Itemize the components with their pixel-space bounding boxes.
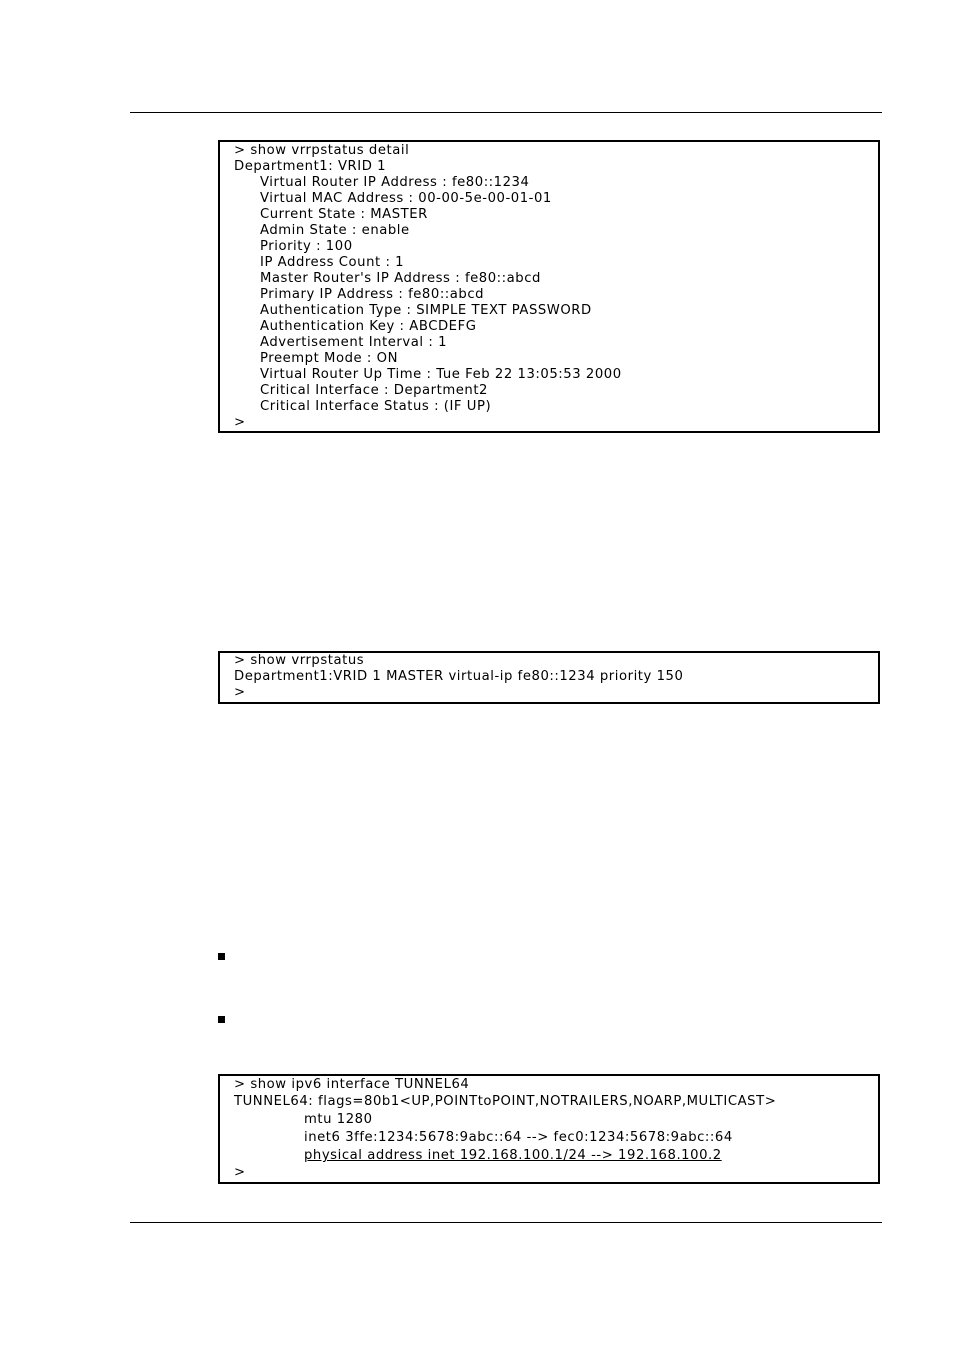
output-line: Department1: VRID 1 xyxy=(234,159,387,174)
output-line: Admin State : enable xyxy=(260,223,410,238)
output-line: Virtual MAC Address : 00-00-5e-00-01-01 xyxy=(260,191,552,206)
output-line: Current State : MASTER xyxy=(260,207,428,222)
output-line: Critical Interface : Department2 xyxy=(260,383,488,398)
header-rule xyxy=(130,112,882,113)
output-line: mtu 1280 xyxy=(304,1112,373,1127)
output-line: Authentication Type : SIMPLE TEXT PASSWORD xyxy=(260,303,592,318)
output-line: physical address inet 192.168.100.1/24 --> 192.168.100.2 xyxy=(304,1148,722,1163)
bullet-marker xyxy=(218,953,225,960)
vrrpstatus-output xyxy=(218,651,880,704)
command-line: > show vrrpstatus detail xyxy=(234,143,410,158)
output-line: Primary IP Address : fe80::abcd xyxy=(260,287,485,302)
output-line: TUNNEL64: flags=80b1<UP,POINTtoPOINT,NOTRAILERS,NOARP,MULTICAST> xyxy=(234,1094,777,1109)
bullet-marker xyxy=(218,1016,225,1023)
output-line: Priority : 100 xyxy=(260,239,353,254)
output-line: IP Address Count : 1 xyxy=(260,255,405,270)
output-line: Preempt Mode : ON xyxy=(260,351,399,366)
command-line: > show vrrpstatus xyxy=(234,653,365,668)
prompt-line: > xyxy=(234,1165,246,1180)
vrrpstatus-detail-output xyxy=(218,140,880,433)
output-line: Authentication Key : ABCDEFG xyxy=(260,319,477,334)
footer-rule xyxy=(130,1222,882,1223)
command-line: > show ipv6 interface TUNNEL64 xyxy=(234,1077,470,1092)
prompt-line: > xyxy=(234,415,246,430)
output-line: Master Router's IP Address : fe80::abcd xyxy=(260,271,541,286)
output-line: Advertisement Interval : 1 xyxy=(260,335,448,350)
prompt-line: > xyxy=(234,685,246,700)
output-line: Virtual Router IP Address : fe80::1234 xyxy=(260,175,530,190)
output-line: inet6 3ffe:1234:5678:9abc::64 --> fec0:1234:5678:9abc::64 xyxy=(304,1130,733,1145)
output-line: Department1:VRID 1 MASTER virtual-ip fe80::1234 priority 150 xyxy=(234,669,684,684)
output-line: Critical Interface Status : (IF UP) xyxy=(260,399,492,414)
ipv6-interface-output xyxy=(218,1074,880,1184)
output-line: Virtual Router Up Time : Tue Feb 22 13:05:53 2000 xyxy=(260,367,622,382)
